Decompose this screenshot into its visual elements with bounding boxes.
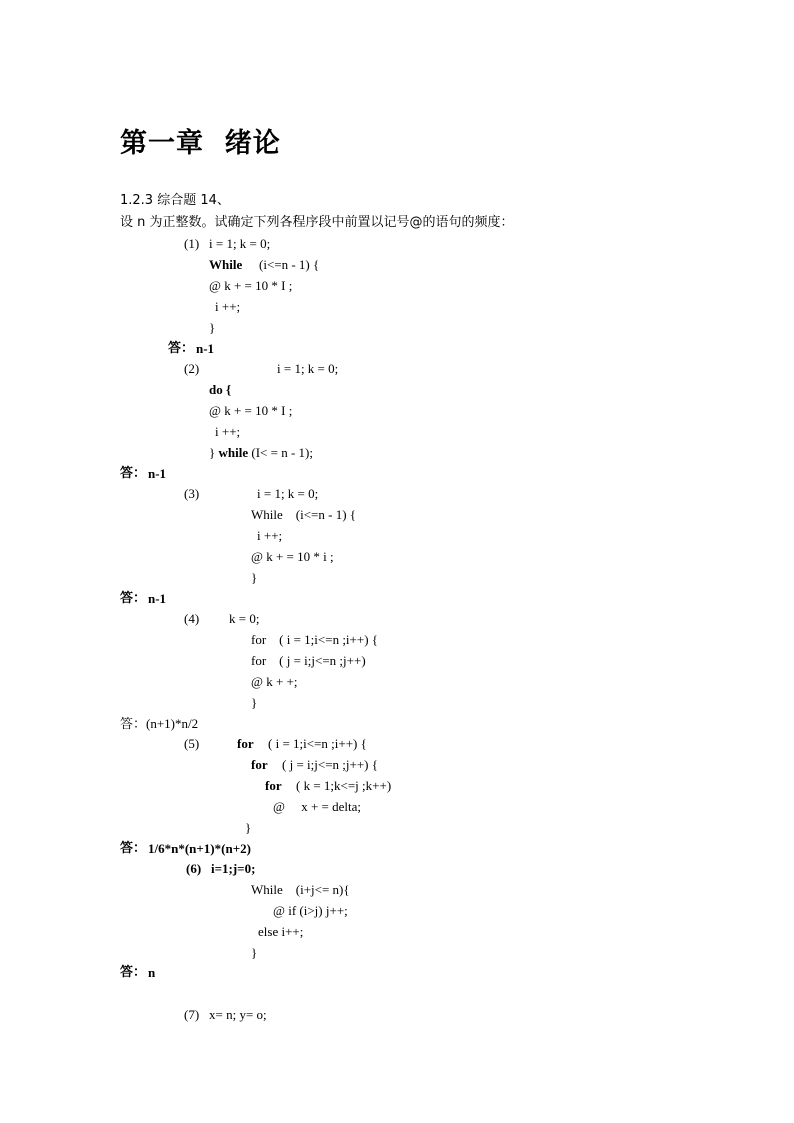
p3-line-1: i = 1; k = 0;: [257, 486, 319, 501]
p3-answer-label: 答：: [120, 591, 147, 606]
p5-line-2: ( j = i;j<=n ;j++) {: [282, 757, 378, 772]
p5-for-keyword-2: for: [251, 757, 268, 772]
p1-answer-label: 答：: [168, 341, 195, 356]
p5-label: (5): [184, 736, 200, 751]
p6-line-0: i=1;j=0;: [211, 861, 256, 876]
p1-line-2: (i<=n - 1) {: [259, 257, 320, 272]
p4-line-1: k = 0;: [229, 611, 260, 626]
p5-line-1: ( i = 1;i<=n ;i++) {: [268, 736, 367, 751]
chapter-title: 第一章 绪论: [120, 128, 281, 159]
p5-answer-label: 答：: [120, 841, 147, 856]
p1-line-1: i = 1; k = 0;: [209, 236, 271, 251]
p2-line-2: do {: [209, 382, 232, 397]
p2-line-5: [209, 446, 313, 459]
p1-label: (1): [184, 236, 200, 251]
p3-line-3: i ++;: [257, 528, 283, 543]
p2-label: (2): [184, 361, 200, 376]
p3-line-2: While (i<=n - 1) {: [251, 507, 357, 522]
p1-answer: n-1: [196, 341, 215, 356]
p2-while-condition: (I< = n - 1);: [248, 445, 313, 460]
p6-answer-label: 答：: [120, 965, 147, 980]
p3-label: (3): [184, 486, 200, 501]
p3-answer: n-1: [148, 591, 167, 606]
p5-line-3: ( k = 1;k<=j ;k++): [296, 778, 392, 793]
p5-for-keyword-1: for: [237, 736, 254, 751]
p4-line-3: for ( j = i;j<=n ;j++): [251, 653, 366, 668]
p1-line-5: }: [209, 320, 216, 335]
p4-line-2: for ( i = 1;i<=n ;i++) {: [251, 632, 379, 647]
p2-line-1: i = 1; k = 0;: [277, 361, 339, 376]
problem-statement: 设 n 为正整数。试确定下列各程序段中前置以记号@的语句的频度：: [120, 215, 514, 230]
p1-while-keyword: While: [209, 257, 243, 272]
section-label: 1.2.3 综合题 14、: [120, 193, 230, 208]
p2-while-keyword: while: [218, 445, 249, 460]
p2-line-3: @ k + = 10 * I ;: [209, 403, 293, 418]
p4-line-5: }: [251, 695, 258, 710]
p1-line-3: @ k + = 10 * I ;: [209, 278, 293, 293]
p7-label: (7): [184, 1007, 200, 1022]
p5-answer: 1/6*n*(n+1)*(n+2): [148, 841, 251, 856]
p6-line-3: else i++;: [258, 924, 304, 939]
p4-answer: 答：(n+1)*n/2: [120, 716, 199, 731]
p6-label: (6): [186, 861, 202, 876]
p6-line-4: }: [251, 945, 258, 960]
p3-line-5: }: [251, 570, 258, 585]
p6-line-2: @ if (i>j) j++;: [273, 903, 348, 918]
p7-line-1: x= n; y= o;: [209, 1007, 267, 1022]
p4-label: (4): [184, 611, 200, 626]
p6-answer: n: [148, 965, 156, 980]
p4-line-4: @ k + +;: [251, 674, 298, 689]
p3-line-4: @ k + = 10 * i ;: [251, 549, 334, 564]
p1-line-4: i ++;: [215, 299, 241, 314]
p2-answer: n-1: [148, 466, 167, 481]
p2-line-4: i ++;: [215, 424, 241, 439]
p5-line-4: @ x + = delta;: [273, 799, 362, 814]
p2-close-brace: }: [209, 445, 219, 460]
p2-answer-label: 答：: [120, 466, 147, 481]
p5-for-keyword-3: for: [265, 778, 282, 793]
p5-line-5: }: [245, 820, 252, 835]
p6-line-1: While (i+j<= n){: [251, 882, 350, 897]
